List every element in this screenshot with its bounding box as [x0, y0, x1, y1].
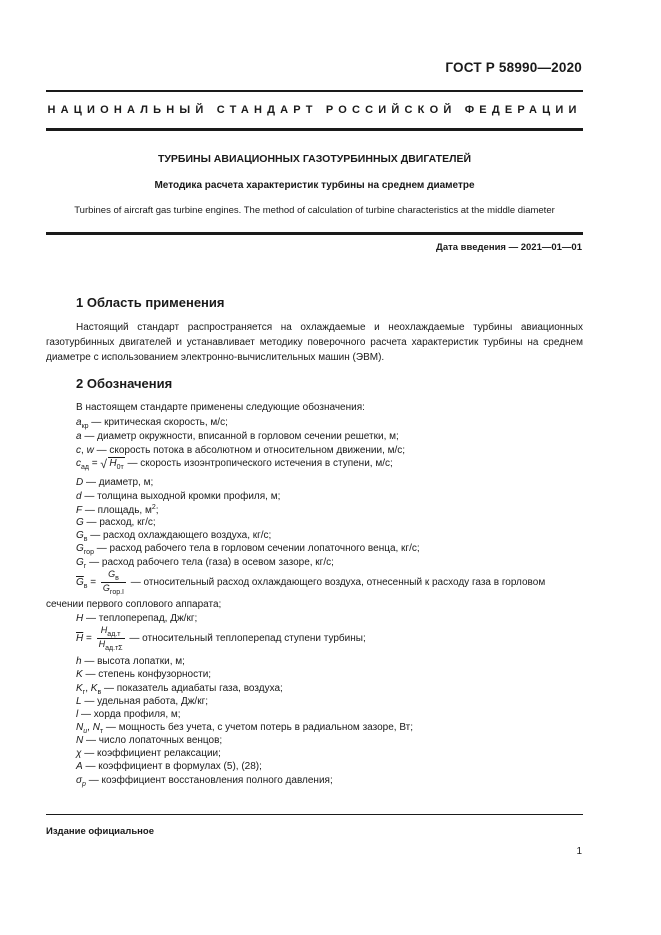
symbols-intro: В настоящем стандарте применены следующие обозначения: — [76, 402, 365, 413]
symbol-line-K: K — степень конфузорности; — [76, 669, 212, 680]
symbol-line-A: A — коэффициент в формулах (5), (28); — [76, 761, 262, 772]
symbol-line-D: D — диаметр, м; — [76, 477, 154, 488]
english-title: Turbines of aircraft gas turbine engines. The method of calculation of turbine characteristics at the middle diameter — [74, 205, 555, 216]
symbol-line-sigma: $\sigma_p$ — коэффициент восстановления полного давления; — [76, 775, 333, 788]
symbol-line-c-ad: $c_{ад}$ = √ $H_{0т}$ — скорость изоэнтропического истечения в ступени, м/с; — [76, 457, 393, 471]
symbol-line-G-v: $G_в$ — расход охлаждающего воздуха, кг/с; — [76, 530, 272, 543]
symbol-line-l: l — хорда профиля, м; — [76, 709, 181, 720]
symbol-line-c-w: c, w — скорость потока в абсолютном и относительном движении, м/с; — [76, 445, 406, 456]
symbol-line-G-bar-cont: сечении первого соплового аппарата; — [46, 599, 222, 610]
symbol-line-a-kr: $a_{кр}$ — критическая скорость, м/с; — [76, 417, 228, 430]
document-subtitle: Методика расчета характеристик турбины на среднем диаметре — [154, 180, 475, 191]
symbol-line-a: a — диаметр окружности, вписанной в горловом сечении решетки, м; — [76, 431, 399, 442]
footer-rule — [46, 814, 583, 815]
header-rule — [46, 128, 583, 131]
symbol-line-G-bar: $\overline{G}_в$ = $\frac{G_в}{G_{гор.I}}$ — относительный расход охлаждающего воздуха, отнесенный к расходу газа в горловом — [76, 569, 546, 596]
symbol-line-N: $N_u$, $N_т$ — мощность без учета, с учетом потерь в радиальном зазоре, Вт; — [76, 722, 414, 735]
title-rule — [46, 232, 583, 235]
introduction-date: Дата введения — 2021—01—01 — [436, 242, 582, 253]
symbol-line-chi: χ — коэффициент релаксации; — [76, 748, 221, 759]
symbol-line-G-gor: $G_{гор}$ — расход рабочего тела в горловом сечении лопаточного венца, кг/с; — [76, 543, 420, 556]
symbol-line-k: $K_г$, $K_в$ — показатель адиабаты газа, воздуха; — [76, 683, 283, 696]
symbol-line-G: G — расход, кг/с; — [76, 517, 156, 528]
document-title: ТУРБИНЫ АВИАЦИОННЫХ ГАЗОТУРБИННЫХ ДВИГАТЕЛЕЙ — [157, 153, 472, 165]
top-rule — [46, 90, 583, 92]
symbol-line-H-bar: $\overline{H}$ = $\frac{H_{ад.т}}{H_{ад.т\Sigma}}$ — относительный теплоперепад ступени турбины; — [76, 625, 366, 652]
official-edition-label: Издание официальное — [46, 826, 154, 837]
page-number: 1 — [576, 846, 582, 857]
gost-number: ГОСТ Р 58990—2020 — [445, 60, 582, 75]
symbol-line-G-g: $G_г$ — расход рабочего тела (газа) в осевом зазоре, кг/с; — [76, 557, 334, 570]
symbol-line-N-count: N — число лопаточных венцов; — [76, 735, 223, 746]
section-2-heading: 2 Обозначения — [76, 376, 173, 391]
symbol-line-L: L — удельная работа, Дж/кг; — [76, 696, 208, 707]
symbol-line-d: d — толщина выходной кромки профиля, м; — [76, 491, 281, 502]
symbol-line-F: F — площадь, $м^2$; — [76, 504, 159, 516]
symbol-line-h: h — высота лопатки, м; — [76, 656, 185, 667]
symbol-line-H: H — теплоперепад, Дж/кг; — [76, 613, 198, 624]
section-1-text: Настоящий стандарт распространяется на охлаждаемые и неохлаждаемые турбины авиационных газотурбинных двигателей и устанавливает методику поверочного расчета характеристик турбины на среднем диаметре с использованием электронно-вычислительных машин (ЭВМ). — [46, 322, 583, 363]
national-standard-heading: НАЦИОНАЛЬНЫЙ СТАНДАРТ РОССИЙСКОЙ ФЕДЕРАЦИИ — [47, 104, 582, 116]
section-1-heading: 1 Область применения — [76, 295, 225, 310]
